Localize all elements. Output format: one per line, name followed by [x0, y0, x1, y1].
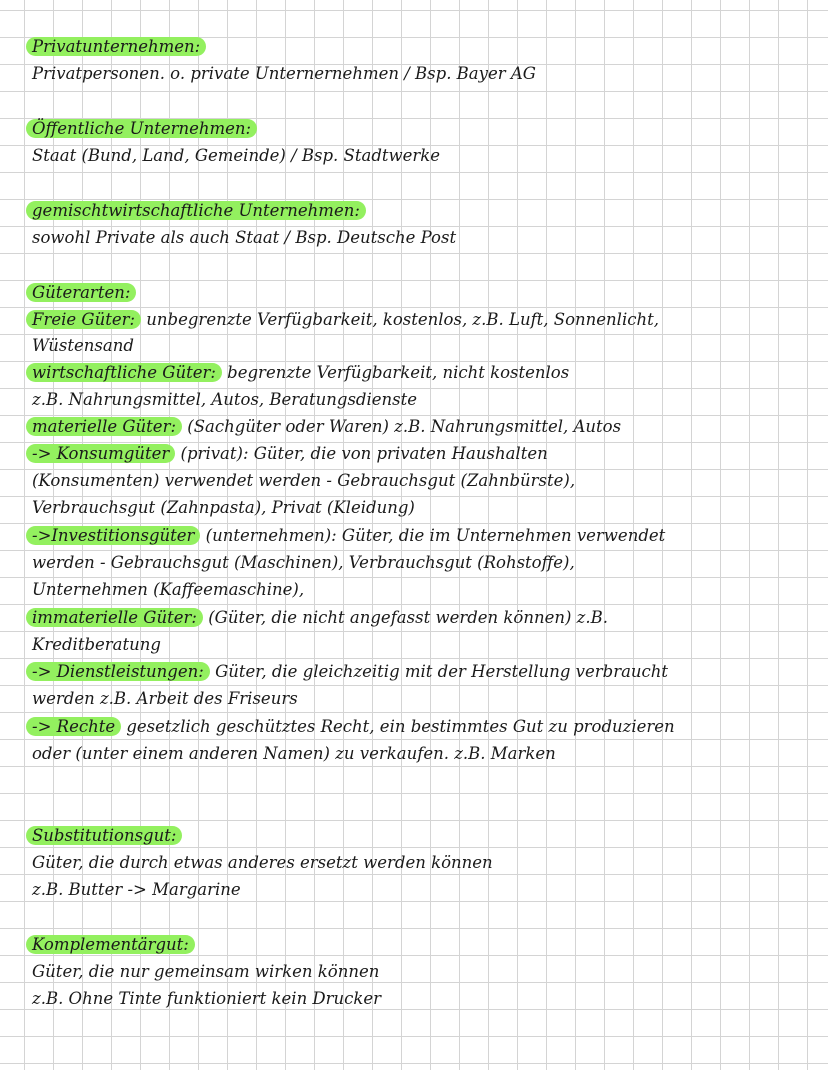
- text-komplementaergut-2: z.B. Ohne Tinte funktioniert kein Drucker: [32, 989, 382, 1008]
- line-freie-gueter: [32, 309, 659, 331]
- text-gemischtwirtschaftliche-unternehmen: sowohl Private als auch Staat / Bsp. Deutsche Post: [32, 228, 457, 247]
- highlighted-heading: Öffentliche Unternehmen:: [26, 119, 257, 138]
- term-investitionsgueter: ->Investitionsgüter: [26, 526, 200, 545]
- text-privatunternehmen: Privatpersonen. o. private Unternernehmen / Bsp. Bayer AG: [32, 64, 536, 83]
- term-immaterielle-gueter: immaterielle Güter:: [26, 608, 203, 627]
- line-freie-gueter-cont: Wüstensand: [32, 336, 134, 355]
- line-konsumgueter-cont1: (Konsumenten) verwendet werden - Gebrauchsgut (Zahnbürste),: [32, 471, 576, 490]
- term-materielle-gueter: materielle Güter:: [26, 417, 182, 436]
- line-investitionsgueter-cont1: werden - Gebrauchsgut (Maschinen), Verbrauchsgut (Rohstoffe),: [32, 553, 575, 572]
- heading-gemischtwirtschaftliche-unternehmen: [32, 200, 366, 222]
- definition-wirtschaftliche-gueter: begrenzte Verfügbarkeit, nicht kostenlos: [221, 363, 570, 382]
- line-konsumgueter-cont2: Verbrauchsgut (Zahnpasta), Privat (Kleidung): [32, 498, 415, 517]
- term-freie-gueter: Freie Güter:: [26, 310, 141, 329]
- line-investitionsgueter: [32, 525, 665, 547]
- line-rechte: [32, 716, 675, 738]
- line-materielle-gueter: [32, 416, 621, 438]
- heading-komplementaergut: [32, 934, 195, 956]
- term-rechte: -> Rechte: [26, 717, 121, 736]
- highlighted-heading: Privatunternehmen:: [26, 37, 206, 56]
- highlighted-heading: Substitutionsgut:: [26, 826, 182, 845]
- text-substitutionsgut-2: z.B. Butter -> Margarine: [32, 880, 241, 899]
- definition-investitionsgueter: (unternehmen): Güter, die im Unternehmen verwendet: [200, 526, 666, 545]
- heading-privatunternehmen: [32, 36, 206, 58]
- highlighted-heading: Güterarten:: [26, 283, 136, 302]
- term-dienstleistungen: -> Dienstleistungen:: [26, 662, 210, 681]
- heading-substitutionsgut: [32, 825, 182, 847]
- definition-konsumgueter: (privat): Güter, die von privaten Haushalten: [175, 444, 548, 463]
- line-dienstleistungen: [32, 661, 668, 683]
- term-konsumgueter: -> Konsumgüter: [26, 444, 175, 463]
- line-wirtschaftliche-gueter-cont: z.B. Nahrungsmittel, Autos, Beratungsdienste: [32, 390, 418, 409]
- text-oeffentliche-unternehmen: Staat (Bund, Land, Gemeinde) / Bsp. Stadtwerke: [32, 146, 441, 165]
- definition-rechte: gesetzlich geschütztes Recht, ein bestimmtes Gut zu produzieren: [121, 717, 675, 736]
- definition-dienstleistungen: Güter, die gleichzeitig mit der Herstellung verbraucht: [209, 662, 669, 681]
- highlighted-heading: gemischtwirtschaftliche Unternehmen:: [26, 201, 366, 220]
- line-investitionsgueter-cont2: Unternehmen (Kaffeemaschine),: [32, 580, 305, 599]
- heading-oeffentliche-unternehmen: [32, 118, 257, 140]
- line-rechte-cont: oder (unter einem anderen Namen) zu verkaufen. z.B. Marken: [32, 744, 556, 763]
- line-konsumgueter: [32, 443, 548, 465]
- text-substitutionsgut-1: Güter, die durch etwas anderes ersetzt werden können: [32, 853, 493, 872]
- term-wirtschaftliche-gueter: wirtschaftliche Güter:: [26, 363, 222, 382]
- definition-freie-gueter: unbegrenzte Verfügbarkeit, kostenlos, z.B. Luft, Sonnenlicht,: [141, 310, 659, 329]
- highlighted-heading: Komplementärgut:: [26, 935, 195, 954]
- text-komplementaergut-1: Güter, die nur gemeinsam wirken können: [32, 962, 380, 981]
- line-immaterielle-gueter: [32, 607, 608, 629]
- line-dienstleistungen-cont: werden z.B. Arbeit des Friseurs: [32, 689, 298, 708]
- heading-gueterarten: [32, 282, 136, 304]
- definition-materielle-gueter: (Sachgüter oder Waren) z.B. Nahrungsmittel, Autos: [182, 417, 622, 436]
- line-wirtschaftliche-gueter: [32, 362, 569, 384]
- definition-immaterielle-gueter: (Güter, die nicht angefasst werden können) z.B.: [202, 608, 608, 627]
- line-immaterielle-gueter-cont: Kreditberatung: [32, 635, 161, 654]
